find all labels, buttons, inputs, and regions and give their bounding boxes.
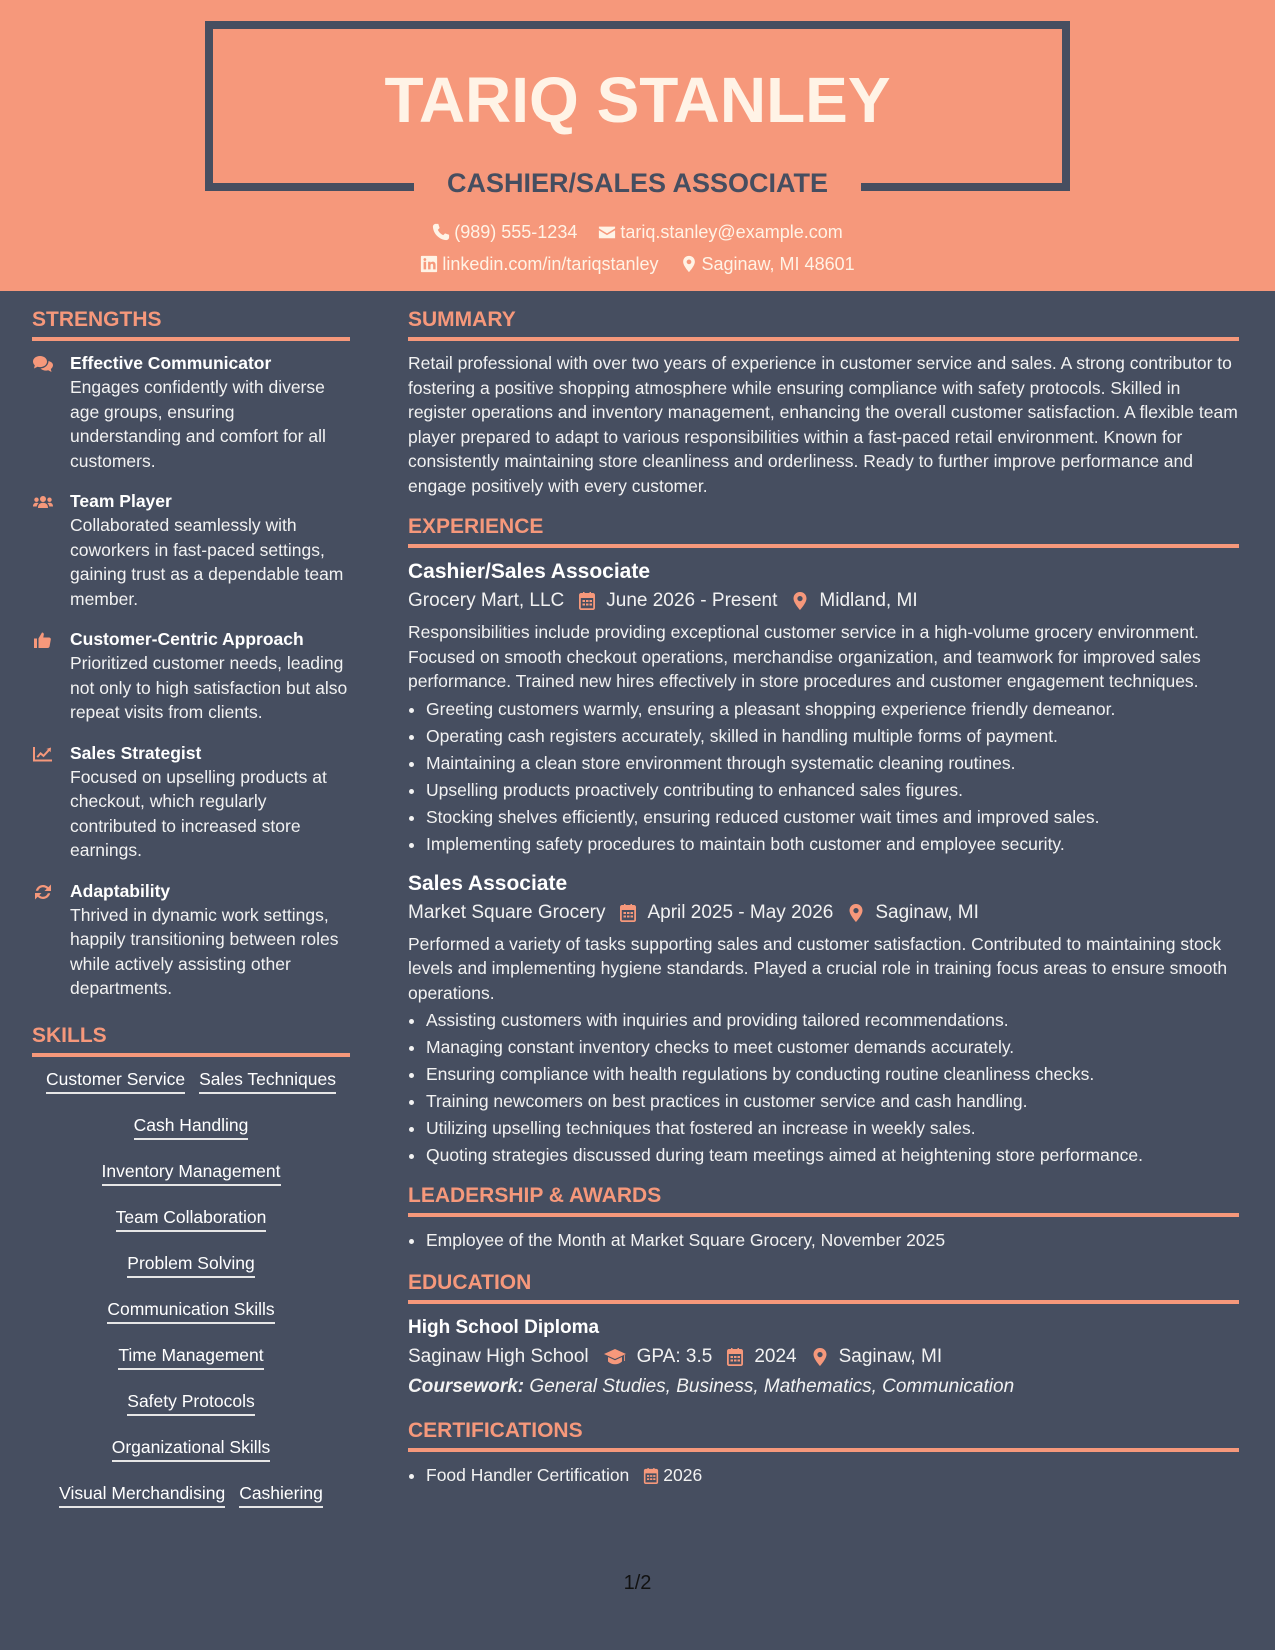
strength-item: [32, 489, 350, 611]
edu-gpa: GPA: 3.5: [636, 1346, 713, 1367]
phone-contact[interactable]: [432, 220, 577, 244]
phone-text: (989) 555-1234: [454, 222, 578, 242]
location-text: Saginaw, MI 48601: [701, 254, 855, 274]
edu-meta: [408, 1342, 1239, 1372]
strength-desc: Collaborated seamlessly with coworkers in fast-paced settings, gaining trust as a dependable team member.: [70, 515, 344, 609]
location-contact: [680, 252, 855, 276]
list-item: • Managing constant inventory checks to meet customer demands accurately.: [426, 1034, 1239, 1061]
certifications-list: [408, 1462, 1239, 1489]
thumbs-up-icon: [32, 631, 54, 649]
chart-line-icon: [32, 745, 54, 763]
list-item: • Greeting customers warmly, ensuring a pleasant shopping experience friendly demeanor.: [426, 696, 1239, 723]
skill-tag: Organizational Skills: [112, 1435, 271, 1462]
edu-location: Saginaw, MI: [838, 1346, 943, 1367]
edu-degree: High School Diploma: [408, 1317, 600, 1338]
contact-row-1: [0, 220, 1275, 247]
phone-icon: [432, 223, 450, 241]
summary-text: Retail professional with over two years of experience in customer service and sales. A strong contributor to fostering a positive shopping atmosphere while ensuring compliance with safety protocols. Skilled in register operations and inventory management, enhancing the overall customer satisfaction. A flexible team player prepared to adapt to various responsibilities within a fast-paced retail environment. Known for consistently maintaining store cleanliness and orderliness. Ready to further improve performance and engage positively with every customer.: [408, 353, 1238, 496]
list-item: • Employee of the Month at Market Square Grocery, November 2025: [426, 1227, 1239, 1254]
skill-tag: Communication Skills: [107, 1297, 274, 1324]
edu-coursework: [408, 1372, 1239, 1402]
job-meta: [408, 898, 1239, 928]
strength-item: [32, 879, 350, 1001]
job-company: Grocery Mart, LLC: [408, 590, 565, 611]
skill-tag: Visual Merchandising: [59, 1481, 225, 1508]
list-item: [426, 1462, 1239, 1489]
list-item: • Stocking shelves efficiently, ensuring reduced customer wait times and improved sales.: [426, 804, 1239, 831]
list-item: • Utilizing upselling techniques that fostered an increase in weekly sales.: [426, 1115, 1239, 1142]
list-item: • Upselling products proactively contributing to enhanced sales figures.: [426, 777, 1239, 804]
list-item: • Quoting strategies discussed during team meetings aimed at heightening store performance.: [426, 1142, 1239, 1169]
strengths-heading: STRENGTHS: [32, 305, 350, 341]
candidate-name: TARIQ STANLEY: [384, 64, 891, 136]
list-item: • Training newcomers on best practices in customer service and cash handling.: [426, 1088, 1239, 1115]
strength-name: Team Player: [70, 491, 172, 511]
strength-name: Effective Communicator: [70, 353, 272, 373]
job-entry: [408, 870, 1239, 1170]
list-item: • Implementing safety procedures to maintain both customer and employee security.: [426, 831, 1239, 858]
strength-desc: Focused on upselling products at checkout, which regularly contributed to increased store earnings.: [70, 766, 327, 860]
skills-heading: SKILLS: [32, 1021, 350, 1057]
cert-year: 2026: [663, 1465, 703, 1485]
job-location: Saginaw, MI: [875, 901, 979, 923]
certifications-heading: CERTIFICATIONS: [408, 1416, 1239, 1452]
job-dates: April 2025 - May 2026: [647, 901, 834, 923]
left-column: [32, 305, 350, 1527]
contact-row-2: [0, 252, 1275, 279]
calendar-icon: [619, 903, 637, 923]
skill-tag: Problem Solving: [127, 1251, 254, 1278]
skill-tag: Team Collaboration: [116, 1205, 267, 1232]
right-column: [408, 305, 1239, 1489]
comments-icon: [32, 355, 54, 373]
email-contact[interactable]: [598, 220, 842, 244]
summary-heading: SUMMARY: [408, 305, 1239, 341]
map-marker-icon: [791, 591, 809, 611]
coursework-label: Coursework:: [408, 1376, 525, 1397]
linkedin-icon: [420, 255, 438, 273]
edu-year: 2024: [754, 1346, 797, 1367]
email-text: tariq.stanley@example.com: [620, 222, 843, 242]
calendar-icon: [578, 591, 596, 611]
strength-desc: Thrived in dynamic work settings, happily transitioning between roles while actively assisting other departments.: [70, 904, 339, 998]
strength-item: [32, 627, 350, 725]
sync-icon: [32, 883, 54, 901]
linkedin-contact[interactable]: [420, 252, 658, 276]
awards-heading: LEADERSHIP & AWARDS: [408, 1181, 1239, 1217]
calendar-icon: [726, 1347, 744, 1367]
strength-desc: Engages confidently with diverse age groups, ensuring understanding and comfort for all customers.: [70, 377, 326, 471]
map-marker-icon: [847, 903, 865, 923]
job-role: Cashier/Sales Associate: [408, 560, 651, 583]
awards-list: [408, 1227, 1239, 1254]
coursework-text: General Studies, Business, Mathematics, Communication: [529, 1376, 1015, 1397]
strength-desc: Prioritized customer needs, leading not only to high satisfaction but also repeat visits from clients.: [70, 653, 348, 722]
page-number: 1/2: [623, 1572, 652, 1594]
skill-tag: Cashiering: [239, 1481, 323, 1508]
job-description: Responsibilities include providing exceptional customer service in a high-volume grocery environment. Focused on smooth checkout operations, merchandise organization, and teamwork for improved sales performance. Trained new hires effectively in store procedures and customer engagement techniques.: [408, 622, 1201, 691]
job-company: Market Square Grocery: [408, 901, 606, 923]
skill-tag: Time Management: [118, 1343, 263, 1370]
job-dates: June 2026 - Present: [606, 590, 778, 611]
job-meta: [408, 586, 1239, 616]
job-entry: [408, 558, 1239, 858]
list-item: • Assisting customers with inquiries and providing tailored recommendations.: [426, 1007, 1239, 1034]
envelope-icon: [598, 223, 616, 241]
job-description: Performed a variety of tasks supporting sales and customer satisfaction. Contributed to maintaining stock levels and implementing hygiene standards. Played a crucial role in training focus areas to ensure smooth operations.: [408, 933, 1228, 1003]
list-item: • Operating cash registers accurately, skilled in handling multiple forms of payment.: [426, 723, 1239, 750]
header-band: [0, 0, 1275, 291]
strength-item: [32, 741, 350, 863]
job-location: Midland, MI: [819, 590, 918, 611]
job-title: CASHIER/SALES ASSOCIATE: [446, 168, 829, 198]
list-item: • Maintaining a clean store environment through systematic cleaning routines.: [426, 750, 1239, 777]
frame-bottom-right: [861, 183, 1070, 191]
job-bullets: [408, 696, 1239, 858]
experience-heading: EXPERIENCE: [408, 512, 1239, 548]
job-bullets: [408, 1007, 1239, 1169]
linkedin-text: linkedin.com/in/tariqstanley: [442, 254, 659, 274]
map-marker-icon: [680, 255, 698, 273]
frame-bottom-left: [205, 183, 414, 191]
cert-name: • Food Handler Certification: [426, 1465, 630, 1485]
list-item: • Ensuring compliance with health regulations by conducting routine cleanliness checks.: [426, 1061, 1239, 1088]
education-heading: EDUCATION: [408, 1268, 1239, 1304]
job-role: Sales Associate: [408, 871, 568, 895]
calendar-icon: [643, 1467, 659, 1485]
skill-tag: Safety Protocols: [127, 1389, 254, 1416]
strength-name: Adaptability: [70, 880, 171, 901]
strength-name: Sales Strategist: [70, 742, 202, 763]
map-marker-icon: [811, 1347, 829, 1367]
strength-item: [32, 351, 350, 473]
edu-school: Saginaw High School: [408, 1346, 589, 1367]
skills-list: [32, 1067, 350, 1527]
users-icon: [32, 493, 54, 511]
graduation-cap-icon: [603, 1347, 627, 1367]
skill-tag: Sales Techniques: [199, 1067, 336, 1094]
skill-tag: Customer Service: [46, 1067, 185, 1094]
skill-tag: Inventory Management: [102, 1159, 281, 1186]
strength-name: Customer-Centric Approach: [70, 629, 304, 649]
skill-tag: Cash Handling: [134, 1113, 249, 1140]
